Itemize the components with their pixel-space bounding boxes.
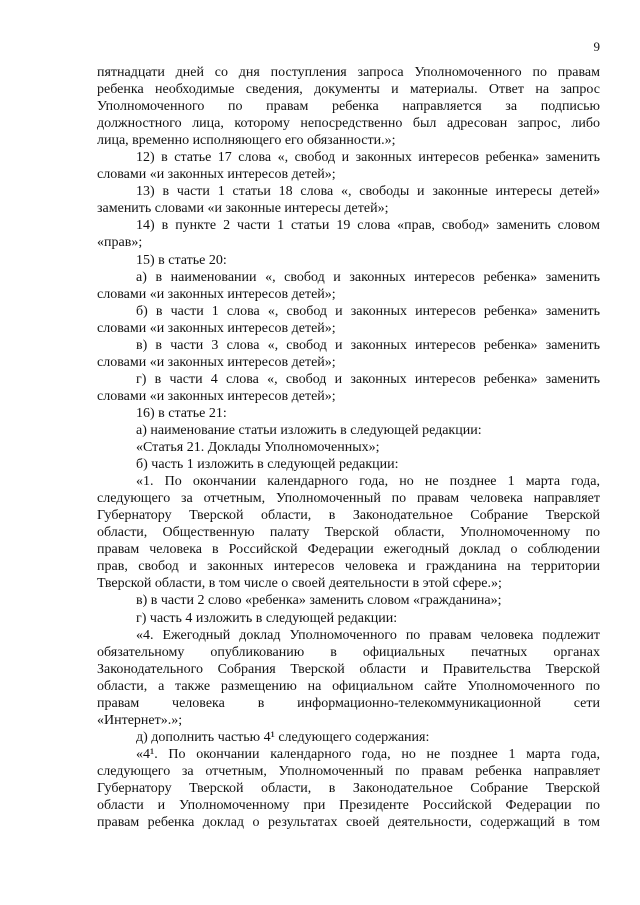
page-number: 9 [593, 39, 600, 54]
text-line: правам человека в информационно-телекоммуникационной сети [97, 695, 600, 711]
text-line: словами «и законных интересов детей»; [97, 286, 336, 302]
text-line: обязательному опубликованию в официальных печатных органах [97, 644, 600, 660]
text-line: 16) в статье 21: [136, 405, 227, 421]
text-line: «4. Ежегодный доклад Уполномоченного по правам человека подлежит [136, 627, 600, 643]
text-line: области, а также размещению на официальном сайте Уполномоченного по [97, 678, 600, 694]
text-line: «4¹. По окончании календарного года, но не позднее 1 марта года, [136, 746, 600, 762]
text-line: следующего за отчетным, Уполномоченный по правам ребенка направляет [97, 763, 600, 779]
text-line: 12) в статье 17 слова «, свобод и законных интересов ребенка» заменить [136, 150, 600, 166]
text-line: 13) в части 1 статьи 18 слова «, свободы и законные интересы детей» [136, 184, 600, 200]
text-line: а) наименование статьи изложить в следующей редакции: [136, 422, 482, 438]
text-line: словами «и законных интересов детей»; [97, 320, 336, 336]
text-line: «прав»; [97, 235, 143, 251]
text-line: «Статья 21. Доклады Уполномоченных»; [136, 440, 380, 456]
text-line: Тверской области, в том числе о своей деятельности в этой сфере.»; [97, 576, 502, 592]
text-line: словами «и законных интересов детей»; [97, 167, 336, 183]
text-line: 14) в пункте 2 части 1 статьи 19 слова «прав, свобод» заменить словом [136, 218, 600, 234]
text-line: ребенка необходимые сведения, документы и материалы. Ответ на запрос [97, 82, 600, 98]
text-line: правам ребенка доклад о результатах своей деятельности, содержащий в том [97, 815, 600, 831]
text-line: Губернатору Тверской области, в Законодательное Собрание Тверской [97, 780, 600, 796]
text-line: Губернатору Тверской области, в Законодательное Собрание Тверской [97, 508, 600, 524]
text-line: в) в части 3 слова «, свобод и законных интересов ребенка» заменить [136, 337, 600, 353]
text-line: «1. По окончании календарного года, но не позднее 1 марта года, [136, 474, 600, 490]
text-line: Уполномоченного по правам ребенка направляется за подписью [97, 99, 600, 115]
text-line: г) в части 4 слова «, свобод и законных интересов ребенка» заменить [136, 371, 600, 387]
text-line: «Интернет».»; [97, 712, 183, 728]
text-line: б) в части 1 слова «, свобод и законных интересов ребенка» заменить [136, 303, 600, 319]
text-line: г) часть 4 изложить в следующей редакции: [136, 610, 398, 626]
text-line: должностного лица, которому непосредственно был адресован запрос, либо [97, 116, 600, 132]
text-line: лица, временно исполняющего его обязанности.»; [97, 133, 396, 149]
text-line: пятнадцати дней со дня поступления запроса Уполномоченного по правам [97, 65, 600, 80]
text-line: области и Уполномоченному при Президенте Российской Федерации по [97, 798, 600, 814]
text-line: прав, свобод и законных интересов человека и гражданина на территории [97, 559, 600, 575]
text-line: 15) в статье 20: [136, 252, 227, 268]
text-line: а) в наименовании «, свобод и законных интересов ребенка» заменить [136, 269, 600, 285]
text-line: словами «и законных интересов детей»; [97, 354, 336, 370]
text-line: словами «и законных интересов детей»; [97, 388, 336, 404]
text-line: б) часть 1 изложить в следующей редакции: [136, 457, 399, 473]
text-line: д) дополнить частью 4¹ следующего содержания: [136, 729, 430, 745]
text-line: в) в части 2 слово «ребенка» заменить словом «гражданина»; [136, 593, 502, 609]
text-line: заменить словами «и законные интересы детей»; [97, 201, 389, 217]
body-text [97, 64, 600, 831]
text-line: правам человека в Российской Федерации ежегодный доклад о соблюдении [97, 542, 600, 558]
text-line: следующего за отчетным, Уполномоченный по правам человека направляет [97, 491, 600, 507]
text-line: области, Общественную палату Тверской области, Уполномоченному по [97, 525, 600, 541]
text-line: Законодательного Собрания Тверской области и Правительства Тверской [97, 661, 600, 677]
